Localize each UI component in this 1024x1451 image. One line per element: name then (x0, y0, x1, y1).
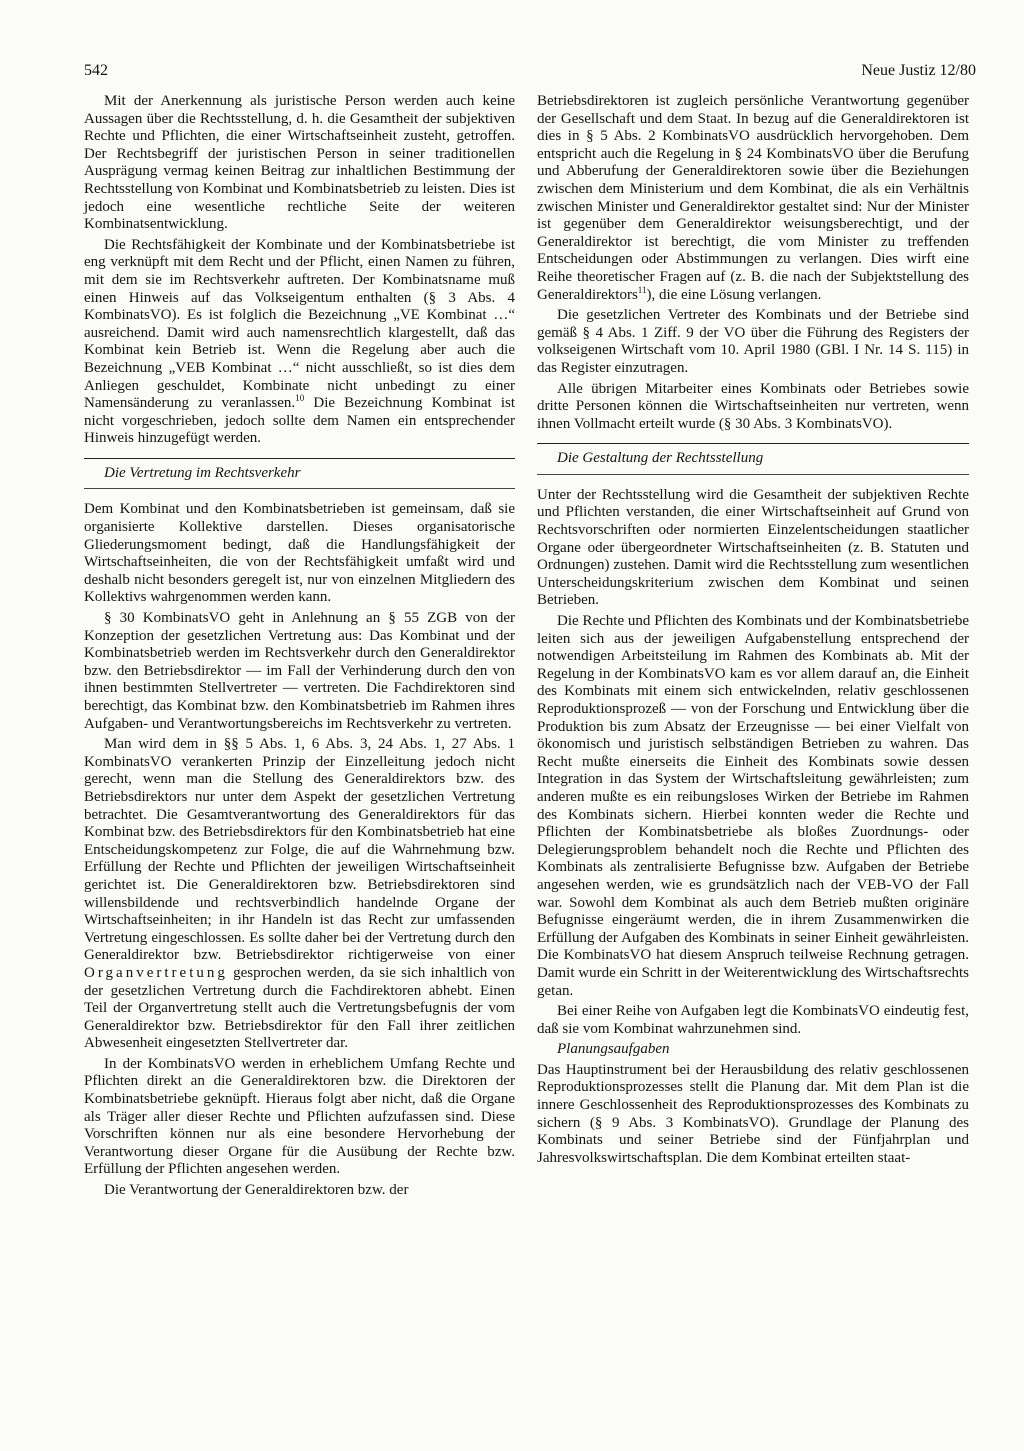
paragraph-text: gesprochen werden, da sie sich inhaltlich von der gesetzlichen Vertretung durch die Fachdirektoren abhebt. Einen Teil der Organvertretung stellt auch die Vertretungsbefugnis der vom Generaldirektor bzw. Betriebsdirektor für den Fall ihrer zeitlichen Abwesenheit eingesetzten Stellvertreter dar. (84, 964, 515, 1052)
footnote-ref: 11 (637, 284, 647, 295)
paragraph: Das Hauptinstrument bei der Herausbildung des relativ geschlossenen Reproduktionsprozesses stellt die Planung dar. Mit dem Plan ist die innere Geschlossenheit des Reproduktionsprozesses des Kombinats zu sichern (§ 9 Abs. 3 KombinatsVO). Grundlage der Planung des Kombinats und seiner Betriebe sind der Fünfjahrplan und Jahresvolkswirtschaftsplan. Die dem Kombinat erteilten staat- (537, 1061, 969, 1166)
section-rule (537, 443, 969, 444)
section-heading: Die Gestaltung der Rechtsstellung (557, 450, 764, 467)
paragraph-text: Die Bezeichnung Kombinat ist nicht vorgeschrieben, jedoch sollte dem Namen ein entsprechender Hinweis hinzugefügt werden. (84, 395, 515, 447)
paragraph: Bei einer Reihe von Aufgaben legt die KombinatsVO eindeutig fest, daß sie vom Kombinat wahrzunehmen sind. (537, 1003, 969, 1037)
section-rule (84, 458, 515, 459)
subsection-heading: Planungsaufgaben (557, 1041, 670, 1058)
paragraph (84, 237, 515, 448)
paragraph: Die Rechte und Pflichten des Kombinats und der Kombinatsbetriebe leiten sich aus der jeweiligen Aufgabenstellung entsprechend der notwendigen Arbeitsteilung im Rahmen des Kombinats ab. Mit der Regelung in der KombinatsVO kam es vor allem darauf an, die Einheit des Kombinats mit einem sich entwickelnden, relativ geschlossenen Reproduktionsprozeß — von der Forschung und Entwicklung über die Produktion bis zum Absatz der Erzeugnisse — bei einer Vielfalt von ökonomisch und juristisch selbständigen Betrieben zu wahren. Das Recht mußte einerseits die Einheit des Kombinats sowie dessen Integration in das System der Wirtschaftsleitung gewährleisten; zum anderen mußte es ein reibungsloses Wirken der Betriebe im Rahmen des Kombinats sichern. Hierbei konnten weder die Rechte und Pflichten der Kombinatsbetriebe als bloßes Zuordnungs- oder Delegierungsproblem behandelt noch die Rechte und Pflichten des Kombinats als zentralisierte Befugnisse bzw. Aufgaben der Betriebe angesehen werden, wie es grundsätzlich nach der VEB-VO der Fall war. Sowohl dem Kombinat als auch dem Betrieb mußten originäre Befugnisse eingeräumt werden, die in ihrem Zusammenwirken die Erfüllung der Aufgaben des Kombinats in seiner Einheit gewährleisten. Die KombinatsVO hat diesem Anspruch teilweise Rechnung getragen. Damit wurde ein Schritt in der Weiterentwicklung des Wirtschaftsrechts getan. (537, 613, 969, 999)
left-column (84, 93, 515, 1203)
emphasis-term: Organvertretung (84, 964, 228, 981)
paragraph-text: Betriebsdirektoren ist zugleich persönliche Verantwortung gegenüber der Gesellschaft und dem Staat. In bezug auf die Generaldirektoren ist dies in § 5 Abs. 2 KombinatsVO ausdrücklich hervorgehoben. Dem entspricht auch die Regelung in § 24 KombinatsVO über die Berufung und Abberufung der Generaldirektoren sowie über die Beziehungen zwischen dem Ministerium und dem Kombinat, die als ein Verhältnis zwischen Minister und Generaldirektor gestaltet sind: Nur der Minister ist gegenüber dem Generaldirektor weisungsberechtigt, und der Generaldirektor ist berechtigt, die vom Minister zu treffenden Entscheidungen oder Abstimmungen zu verlangen. Dies wirft eine Reihe theoretischer Fragen auf (z. B. die nach der Subjektstellung des Generaldirektors (537, 93, 969, 303)
section-heading: Die Vertretung im Rechtsverkehr (104, 464, 301, 481)
section-rule (84, 488, 515, 489)
right-column (537, 93, 969, 1170)
paragraph (537, 93, 969, 304)
paragraph-text: Man wird dem in §§ 5 Abs. 1, 6 Abs. 3, 24 Abs. 1, 27 Abs. 1 KombinatsVO verankerten Prinzip der Einzelleitung jedoch nicht gerecht, wenn man die Stellung des Generaldirektors bzw. des Betriebsdirektors nur unter dem Aspekt der gesetzlichen Vertretung betrachtet. Die Gesamtverantwortung des Generaldirektors für das Kombinat bzw. des Betriebsdirektors für den Kombinatsbetrieb hat eine Entscheidungskompetenz zur Folge, die auf die Wahrnehmung bzw. Erfüllung der Rechte und Pflichten der jeweiligen Wirtschaftseinheit gerichtet ist. Die Generaldirektoren bzw. Betriebsdirektoren sind willensbildende und rechtsverbindlich handelnde Organe der Wirtschaftseinheiten; in ihr Handeln ist das Recht zur umfassenden Vertretung eingeschlossen. Es sollte daher bei der Vertretung durch den Generaldirektor bzw. Betriebsdirektor richtigerweise von einer (84, 736, 515, 964)
paragraph: Unter der Rechtsstellung wird die Gesamtheit der subjektiven Rechte und Pflichten verstanden, die einer Wirtschaftseinheit auf Grund von Rechtsvorschriften oder normierten Einzelentscheidungen staatlicher Organe oder übergeordneter Wirtschaftseinheiten (z. B. Statuten und Ordnungen) zustehen. Damit wird die Rechtsstellung zum wesentlichen Unterscheidungskriterium zwischen dem Kombinat und seinen Betrieben. (537, 486, 969, 609)
page-number: 542 (84, 62, 108, 79)
paragraph (84, 736, 515, 1053)
paragraph: In der KombinatsVO werden in erheblichem Umfang Rechte und Pflichten direkt an die Generaldirektoren bzw. die Direktoren der Kombinatsbetriebe geknüpft. Hieraus folgt aber nicht, daß die Organe als Träger aller dieser Rechte und Pflichten aufzufassen sind. Diese Vorschriften können nur als eine besondere Hervorhebung der Verantwortung dieser Organe für die Ausübung der Rechte bzw. Erfüllung der Pflichten angesehen werden. (84, 1055, 515, 1178)
footnote-ref: 10 (295, 393, 305, 404)
paragraph: Mit der Anerkennung als juristische Person werden auch keine Aussagen über die Rechtsstellung, d. h. die Gesamtheit der subjektiven Rechte und Pflichten, die einer Wirtschaftseinheit zusteht, getroffen. Der Rechtsbegriff der juristischen Person in seiner traditionellen Ausprägung vermag keinen Beitrag zur inhaltlichen Bestimmung der Rechtsstellung von Kombinat und Kombinatsbetrieb zu leisten. Dies ist jedoch eine wesentliche rechtliche Seite der weiteren Kombinatsentwicklung. (84, 93, 515, 233)
paragraph: Die Verantwortung der Generaldirektoren bzw. der (104, 1182, 409, 1199)
paragraph-text: Die Rechtsfähigkeit der Kombinate und der Kombinatsbetriebe ist eng verknüpft mit dem Recht und der Pflicht, einen Namen zu führen, mit dem sie im Rechtsverkehr auftreten. Der Kombinatsname muß einen Hinweis auf das Volkseigentum enthalten (§ 3 Abs. 4 KombinatsVO). Es ist folglich die Bezeichnung „VE Kombinat …“ ausreichend. Damit wird auch namensrechtlich klargestellt, daß das Kombinat kein Betrieb ist. Wenn die Regelung aber auch die Bezeichnung „VEB Kombinat …“ nicht ausschließt, so ist dies dem Anliegen geschuldet, Kombinate nicht unbedingt zu einer Namensänderung zu veranlassen. (84, 236, 515, 412)
journal-issue: Neue Justiz 12/80 (861, 62, 976, 79)
paragraph: § 30 KombinatsVO geht in Anlehnung an § 55 ZGB von der Konzeption der gesetzlichen Vertretung aus: Das Kombinat und der Kombinatsbetrieb werden im Rechtsverkehr durch den Generaldirektor bzw. den Betriebsdirektor — im Fall der Verhinderung durch den von ihnen bestimmten Stellvertreter — vertreten. Die Fachdirektoren sind berechtigt, das Kombinat bzw. den Kombinatsbetrieb im Rahmen ihres Aufgaben- und Verantwortungsbereichs im Rechtsverkehr zu vertreten. (84, 610, 515, 732)
paragraph-text: ), die eine Lösung verlangen. (646, 286, 822, 303)
paragraph: Die gesetzlichen Vertreter des Kombinats und der Betriebe sind gemäß § 4 Abs. 1 Ziff. 9 der VO über die Führung des Registers der volkseigenen Wirtschaft vom 10. April 1980 (GBl. I Nr. 14 S. 115) in das Register einzutragen. (537, 307, 969, 376)
section-rule (537, 474, 969, 475)
paragraph: Dem Kombinat und den Kombinatsbetrieben ist gemeinsam, daß sie organisierte Kollektive darstellen. Dieses organisatorische Gliederungsmoment bedingt, daß die Handlungsfähigkeit der Wirtschaftseinheiten, die von der Rechtsfähigkeit umfaßt wird und deshalb nicht besonders geregelt ist, nur von einzelnen Mitgliedern des Kollektivs wahrgenommen werden kann. (84, 501, 515, 606)
paragraph: Alle übrigen Mitarbeiter eines Kombinats oder Betriebes sowie dritte Personen können die Wirtschaftseinheiten nur vertreten, wenn ihnen Vollmacht erteilt wurde (§ 30 Abs. 3 KombinatsVO). (537, 380, 969, 432)
